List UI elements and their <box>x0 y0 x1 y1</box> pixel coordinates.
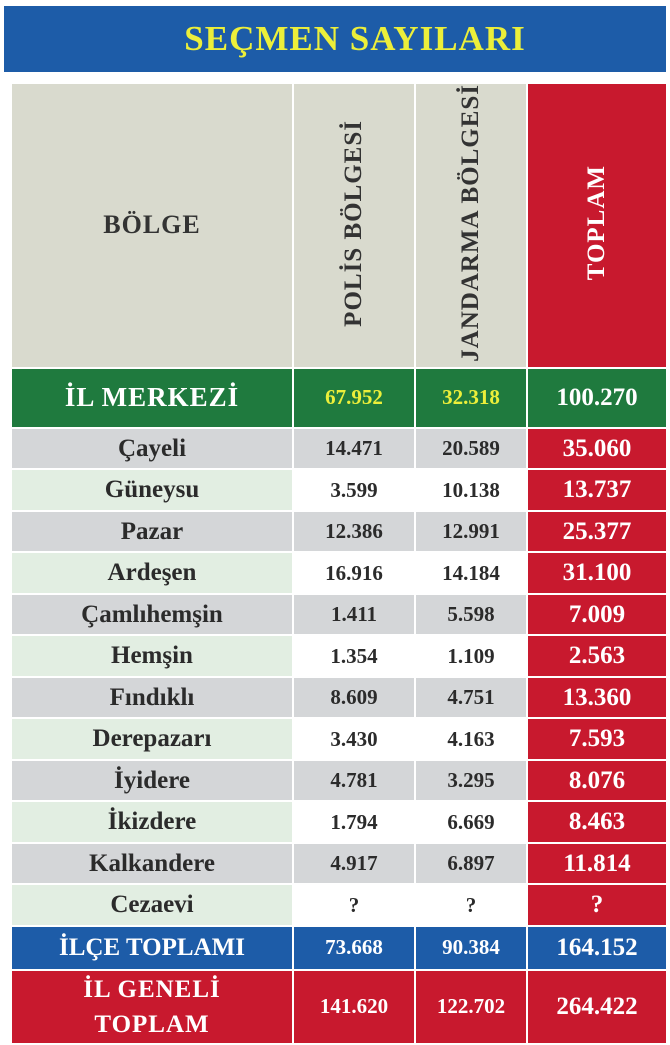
table-row <box>11 718 667 760</box>
table-row <box>11 552 667 594</box>
table-row <box>11 511 667 553</box>
row-toplam: 2.563 <box>527 635 667 677</box>
header-row <box>11 83 667 368</box>
row-toplam: 100.270 <box>527 368 667 428</box>
row-name: Cezaevi <box>11 884 293 926</box>
row-jandarma: ? <box>415 884 527 926</box>
row-name: İkizdere <box>11 801 293 843</box>
table-row <box>11 801 667 843</box>
row-jandarma: 122.702 <box>415 970 527 1044</box>
row-toplam: 13.360 <box>527 677 667 719</box>
row-jandarma: 5.598 <box>415 594 527 636</box>
row-polis: ? <box>293 884 415 926</box>
row-polis: 8.609 <box>293 677 415 719</box>
row-jandarma: 32.318 <box>415 368 527 428</box>
row-toplam: 35.060 <box>527 428 667 470</box>
row-name: İyidere <box>11 760 293 802</box>
row-jandarma: 6.669 <box>415 801 527 843</box>
row-jandarma: 10.138 <box>415 469 527 511</box>
table-row <box>11 843 667 885</box>
row-toplam: 8.076 <box>527 760 667 802</box>
row-toplam: 25.377 <box>527 511 667 553</box>
row-name: İLÇE TOPLAMI <box>11 926 293 970</box>
ilce-toplami-row <box>11 926 667 970</box>
row-polis: 12.386 <box>293 511 415 553</box>
table-row <box>11 760 667 802</box>
row-toplam: 7.593 <box>527 718 667 760</box>
il-geneli-row <box>11 970 667 1044</box>
row-jandarma: 3.295 <box>415 760 527 802</box>
row-toplam: 8.463 <box>527 801 667 843</box>
row-name-line2: TOPLAM <box>94 1010 210 1038</box>
row-jandarma: 14.184 <box>415 552 527 594</box>
row-name: Pazar <box>11 511 293 553</box>
row-name: İL MERKEZİ <box>11 368 293 428</box>
row-polis: 141.620 <box>293 970 415 1044</box>
row-toplam: ? <box>527 884 667 926</box>
row-polis: 1.411 <box>293 594 415 636</box>
row-polis: 16.916 <box>293 552 415 594</box>
header-bolge: BÖLGE <box>11 83 293 368</box>
row-jandarma: 1.109 <box>415 635 527 677</box>
row-name: Çamlıhemşin <box>11 594 293 636</box>
table-row <box>11 428 667 470</box>
row-name: Çayeli <box>11 428 293 470</box>
row-jandarma: 90.384 <box>415 926 527 970</box>
row-toplam: 13.737 <box>527 469 667 511</box>
row-name: Hemşin <box>11 635 293 677</box>
row-name <box>11 970 293 1044</box>
row-polis: 1.354 <box>293 635 415 677</box>
row-name: Kalkandere <box>11 843 293 885</box>
header-polis: POLİS BÖLGESİ <box>293 83 415 368</box>
row-polis: 3.430 <box>293 718 415 760</box>
table-row <box>11 884 667 926</box>
row-name: Ardeşen <box>11 552 293 594</box>
row-name: Güneysu <box>11 469 293 511</box>
row-jandarma: 6.897 <box>415 843 527 885</box>
row-polis: 1.794 <box>293 801 415 843</box>
row-toplam: 264.422 <box>527 970 667 1044</box>
page-title: SEÇMEN SAYILARI <box>184 19 526 58</box>
row-toplam: 7.009 <box>527 594 667 636</box>
row-toplam: 164.152 <box>527 926 667 970</box>
row-polis: 67.952 <box>293 368 415 428</box>
row-jandarma: 4.751 <box>415 677 527 719</box>
voter-table <box>10 82 668 1045</box>
row-polis: 4.781 <box>293 760 415 802</box>
row-toplam: 11.814 <box>527 843 667 885</box>
row-name: Fındıklı <box>11 677 293 719</box>
title-bar <box>4 6 666 72</box>
row-jandarma: 4.163 <box>415 718 527 760</box>
row-polis: 14.471 <box>293 428 415 470</box>
row-name: Derepazarı <box>11 718 293 760</box>
table-row <box>11 677 667 719</box>
table-row <box>11 635 667 677</box>
row-polis: 3.599 <box>293 469 415 511</box>
header-jandarma: JANDARMA BÖLGESİ <box>415 83 527 368</box>
il-merkezi-row <box>11 368 667 428</box>
row-jandarma: 12.991 <box>415 511 527 553</box>
header-toplam: TOPLAM <box>527 83 667 368</box>
table-row <box>11 594 667 636</box>
row-toplam: 31.100 <box>527 552 667 594</box>
row-name-line1: İL GENELİ <box>83 975 221 1003</box>
row-polis: 4.917 <box>293 843 415 885</box>
table-row <box>11 469 667 511</box>
row-polis: 73.668 <box>293 926 415 970</box>
row-jandarma: 20.589 <box>415 428 527 470</box>
